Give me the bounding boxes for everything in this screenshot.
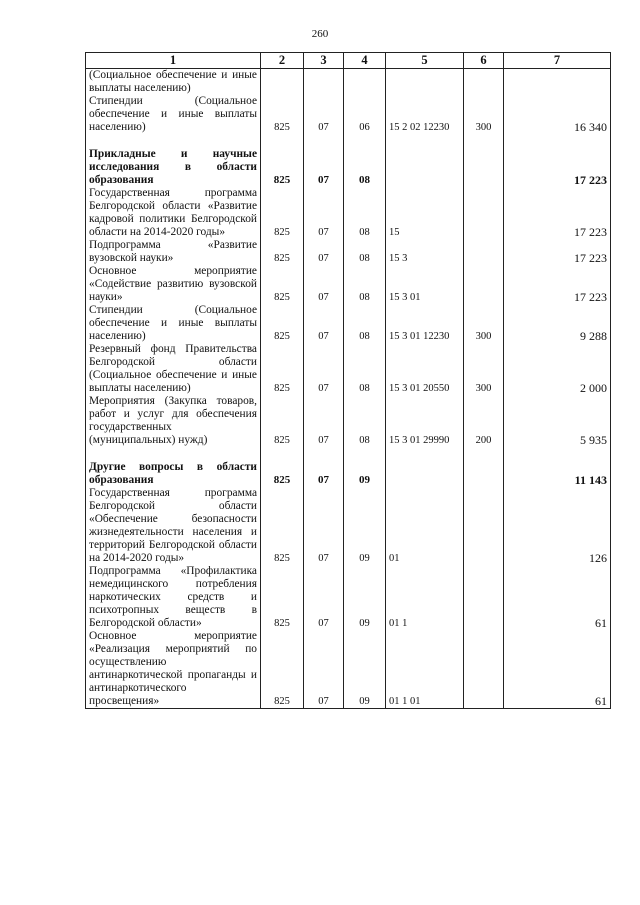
row-subsection-code: 09 <box>344 447 386 487</box>
row-amount: 17 223 <box>504 239 611 265</box>
row-section-code: 07 <box>304 343 344 395</box>
row-target-article <box>386 447 464 487</box>
row-name: Стипендии (Социальное обеспечение и иные выплаты населению) <box>86 304 261 343</box>
row-expense-type: 200 <box>464 395 504 447</box>
row-section-code: 07 <box>304 395 344 447</box>
row-gra-code: 825 <box>261 304 304 343</box>
row-target-article: 15 3 01 29990 <box>386 395 464 447</box>
row-name: Основное мероприятие «Реализация мероприятий по осуществлению антинаркотической пропаганды и антинаркотического просвещения» <box>86 630 261 709</box>
row-subsection-code: 08 <box>344 134 386 187</box>
row-amount: 61 <box>504 630 611 709</box>
row-expense-type <box>464 134 504 187</box>
table-row <box>86 265 611 304</box>
row-gra-code: 825 <box>261 95 304 134</box>
row-name: Стипендии (Социальное обеспечение и иные выплаты населению) <box>86 95 261 134</box>
row-subsection-code: 08 <box>344 239 386 265</box>
row-amount: 16 340 <box>504 95 611 134</box>
row-name: Подпрограмма «Развитие вузовской науки» <box>86 239 261 265</box>
row-name: Основное мероприятие «Содействие развитию вузовской науки» <box>86 265 261 304</box>
row-name: Государственная программа Белгородской области «Развитие кадровой политики Белгородской области на 2014-2020 годы» <box>86 187 261 239</box>
row-amount: 126 <box>504 487 611 565</box>
row-expense-type <box>464 565 504 630</box>
row-name: Прикладные и научные исследования в области образования <box>86 134 261 187</box>
column-header-6: 6 <box>464 53 504 69</box>
row-section-code: 07 <box>304 630 344 709</box>
table-row <box>86 343 611 395</box>
row-name: Подпрограмма «Профилактика немедицинского потребления наркотических средств и психотропных веществ в Белгородской области» <box>86 565 261 630</box>
row-subsection-code: 06 <box>344 95 386 134</box>
table-row <box>86 447 611 487</box>
row-section-code: 07 <box>304 239 344 265</box>
table-row <box>86 95 611 134</box>
row-target-article: 15 3 01 <box>386 265 464 304</box>
page-number: 260 <box>311 28 329 40</box>
table-row <box>86 565 611 630</box>
column-header-5: 5 <box>386 53 464 69</box>
row-expense-type <box>464 447 504 487</box>
table-row <box>86 395 611 447</box>
row-target-article: 15 <box>386 187 464 239</box>
header-row <box>86 53 611 69</box>
row-expense-type: 300 <box>464 304 504 343</box>
row-expense-type: 300 <box>464 343 504 395</box>
row-subsection-code: 08 <box>344 187 386 239</box>
row-gra-code: 825 <box>261 487 304 565</box>
budget-table <box>85 52 611 709</box>
row-expense-type <box>464 187 504 239</box>
row-gra-code: 825 <box>261 134 304 187</box>
column-header-4: 4 <box>344 53 386 69</box>
table-row <box>86 134 611 187</box>
row-amount: 17 223 <box>504 187 611 239</box>
row-amount <box>504 69 611 96</box>
row-section-code: 07 <box>304 187 344 239</box>
row-subsection-code: 09 <box>344 565 386 630</box>
row-subsection-code: 08 <box>344 265 386 304</box>
table-row <box>86 69 611 96</box>
row-section-code: 07 <box>304 304 344 343</box>
row-expense-type <box>464 630 504 709</box>
row-section-code: 07 <box>304 265 344 304</box>
row-section-code: 07 <box>304 565 344 630</box>
row-subsection-code: 09 <box>344 487 386 565</box>
table-row <box>86 304 611 343</box>
column-header-1: 1 <box>86 53 261 69</box>
row-gra-code: 825 <box>261 395 304 447</box>
table-body <box>86 69 611 709</box>
row-amount: 61 <box>504 565 611 630</box>
row-name: Резервный фонд Правительства Белгородской области (Социальное обеспечение и иные выплаты населению) <box>86 343 261 395</box>
row-expense-type <box>464 265 504 304</box>
row-gra-code: 825 <box>261 343 304 395</box>
row-name: Мероприятия (Закупка товаров, работ и услуг для обеспечения государственных (муниципальных) нужд) <box>86 395 261 447</box>
row-gra-code: 825 <box>261 265 304 304</box>
row-amount: 11 143 <box>504 447 611 487</box>
column-header-3: 3 <box>304 53 344 69</box>
table-header <box>86 53 611 69</box>
row-amount: 9 288 <box>504 304 611 343</box>
row-amount: 5 935 <box>504 395 611 447</box>
row-name: Государственная программа Белгородской области «Обеспечение безопасности жизнедеятельности населения и территорий Белгородской области на 2014-2020 годы» <box>86 487 261 565</box>
row-section-code: 07 <box>304 447 344 487</box>
row-target-article <box>386 134 464 187</box>
column-header-7: 7 <box>504 53 611 69</box>
row-subsection-code: 08 <box>344 304 386 343</box>
table-row <box>86 239 611 265</box>
row-gra-code: 825 <box>261 565 304 630</box>
row-target-article: 15 3 01 20550 <box>386 343 464 395</box>
row-gra-code: 825 <box>261 447 304 487</box>
row-target-article <box>386 69 464 96</box>
row-expense-type <box>464 239 504 265</box>
row-section-code: 07 <box>304 487 344 565</box>
row-target-article: 01 1 01 <box>386 630 464 709</box>
row-name: (Социальное обеспечение и иные выплаты населению) <box>86 69 261 96</box>
row-gra-code: 825 <box>261 630 304 709</box>
column-header-2: 2 <box>261 53 304 69</box>
row-gra-code: 825 <box>261 187 304 239</box>
row-target-article: 15 2 02 12230 <box>386 95 464 134</box>
row-amount: 2 000 <box>504 343 611 395</box>
table-row <box>86 487 611 565</box>
row-section-code: 07 <box>304 134 344 187</box>
row-target-article: 01 1 <box>386 565 464 630</box>
row-target-article: 15 3 01 12230 <box>386 304 464 343</box>
row-section-code: 07 <box>304 95 344 134</box>
row-subsection-code: 08 <box>344 395 386 447</box>
row-name: Другие вопросы в области образования <box>86 447 261 487</box>
row-subsection-code <box>344 69 386 96</box>
row-expense-type <box>464 69 504 96</box>
table-row <box>86 187 611 239</box>
row-subsection-code: 08 <box>344 343 386 395</box>
row-expense-type <box>464 487 504 565</box>
row-expense-type: 300 <box>464 95 504 134</box>
table-row <box>86 630 611 709</box>
row-target-article: 01 <box>386 487 464 565</box>
row-gra-code: 825 <box>261 239 304 265</box>
row-gra-code <box>261 69 304 96</box>
row-subsection-code: 09 <box>344 630 386 709</box>
row-amount: 17 223 <box>504 134 611 187</box>
row-target-article: 15 3 <box>386 239 464 265</box>
row-amount: 17 223 <box>504 265 611 304</box>
row-section-code <box>304 69 344 96</box>
